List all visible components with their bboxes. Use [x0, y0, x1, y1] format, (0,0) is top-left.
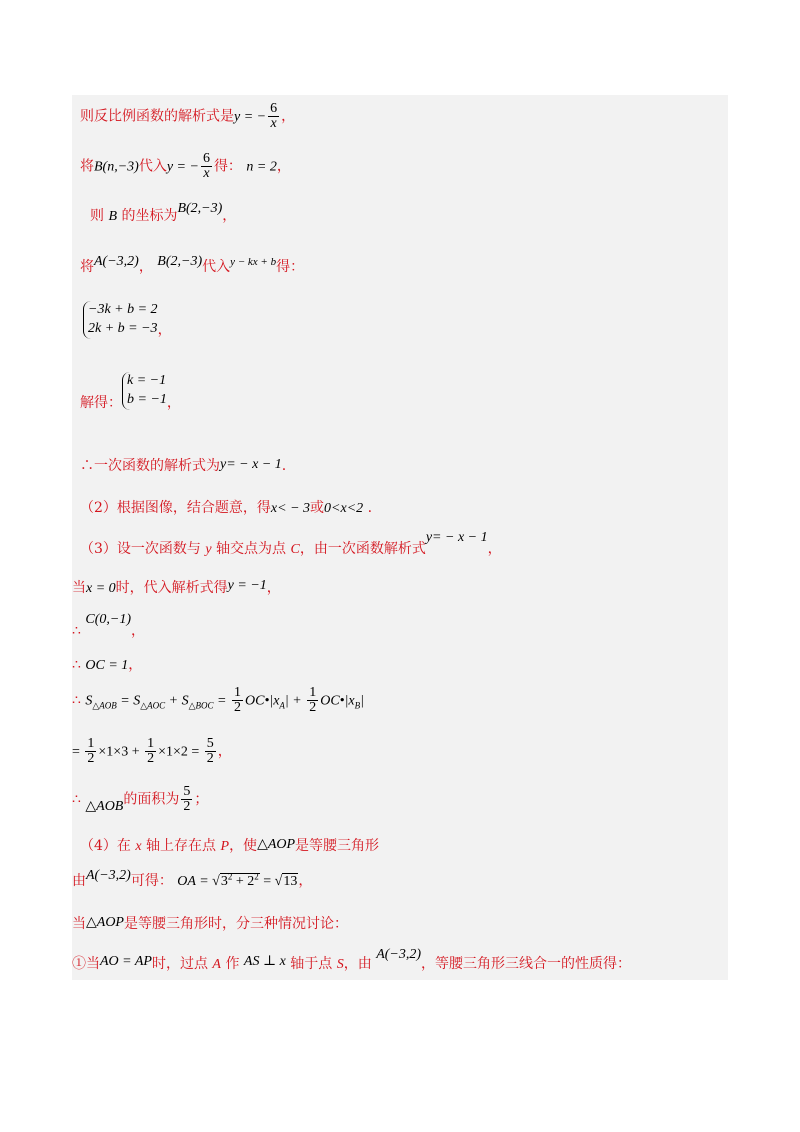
text: ①当: [72, 956, 100, 972]
numerator: 1: [147, 736, 155, 751]
numerator: 6: [270, 101, 278, 116]
subscript: △AOB: [92, 700, 117, 711]
math: y − kx + b: [230, 256, 277, 268]
solution-system: [122, 372, 167, 410]
denominator: 2: [183, 799, 191, 814]
text: ∴: [72, 692, 81, 709]
math: S: [85, 693, 93, 709]
math: B(2,−3): [157, 254, 203, 269]
text: 当: [72, 916, 86, 932]
math: C(0,−1): [85, 612, 131, 627]
denominator: 2: [234, 700, 241, 715]
math: x< − 3: [270, 501, 311, 516]
fraction: [145, 737, 156, 766]
line-case-1: [72, 947, 632, 973]
text: ∴: [72, 657, 81, 673]
text: 得：: [213, 158, 242, 175]
denominator: x: [201, 166, 212, 181]
fraction: [201, 152, 212, 181]
sqrt-sign: √: [274, 874, 283, 889]
text: ，等腰三角形三线合一的性质得：: [421, 956, 632, 972]
math: A(−3,2): [376, 947, 422, 962]
exponent: 2: [227, 871, 233, 882]
text: 时，过点: [151, 956, 208, 972]
math: △AOP: [257, 837, 296, 852]
line-part-2: [80, 497, 372, 517]
sqrt-sign: √: [212, 874, 220, 889]
text: （2）根据图像，结合题意，得: [80, 500, 271, 516]
text: ∴: [72, 791, 81, 808]
line-three-cases: [72, 913, 348, 933]
line-solution: [80, 372, 181, 410]
line-oc: [72, 654, 142, 674]
line-part-3: [80, 530, 502, 558]
math: y= − x − 1: [220, 457, 282, 472]
numerator: 6: [202, 151, 210, 166]
punct: ，: [276, 158, 291, 175]
math: C: [290, 542, 300, 557]
punct: .: [281, 458, 287, 474]
text: 时，代入解析式得: [115, 580, 228, 596]
punct: ，: [281, 108, 296, 125]
punct: ，: [166, 394, 181, 411]
equation-row: −3k + b = 2: [88, 302, 158, 317]
punct: ，: [138, 259, 153, 275]
math: y= − x − 1: [425, 530, 488, 545]
punct: ，: [298, 873, 313, 889]
fraction: [205, 737, 216, 766]
text: ∴一次函数的解析式为: [80, 458, 220, 474]
text: 代入: [202, 259, 231, 275]
fraction: [181, 785, 192, 814]
punct: ，: [130, 623, 145, 639]
numerator: 1: [309, 685, 317, 700]
punct: ，: [266, 580, 281, 596]
math: + S: [165, 693, 189, 709]
denominator: x: [268, 116, 279, 131]
math: = S: [116, 693, 141, 709]
math: B(2,−3): [177, 201, 223, 216]
equation-row: k = −1: [127, 373, 167, 388]
text: 则: [90, 208, 104, 224]
math: AO = AP: [100, 954, 152, 969]
exponent: 2: [254, 871, 259, 882]
math: + 2: [232, 874, 255, 889]
fraction: [232, 686, 243, 715]
equation-row: 2k + b = −3: [88, 320, 158, 336]
math: =: [259, 874, 275, 889]
line-inverse-function: [80, 102, 295, 131]
denominator: 2: [147, 751, 155, 766]
text: ，使: [229, 838, 258, 854]
line-x-zero: [72, 577, 281, 597]
math: ×1×2 =: [158, 744, 203, 760]
text: ∴: [72, 623, 81, 639]
math: =: [213, 693, 230, 709]
line-area-result: [72, 785, 208, 814]
punct: ；: [194, 791, 209, 808]
line-area-calc: [72, 737, 232, 766]
math: A: [212, 957, 221, 972]
subscript: △AOC: [140, 700, 166, 711]
math: y = −: [166, 159, 199, 175]
text: 将: [80, 158, 94, 175]
math: A(−3,2): [94, 254, 139, 269]
denominator: 2: [309, 700, 317, 715]
text: 轴交点为点: [216, 541, 287, 557]
punct: ，: [157, 321, 172, 338]
line-substitute-b: [80, 152, 291, 181]
text: ，由一次函数解析式: [299, 541, 426, 557]
numerator: 5: [206, 736, 214, 751]
math: x: [135, 839, 142, 854]
sqrt-content: 13: [283, 874, 298, 889]
fraction: [85, 737, 96, 766]
numerator: 1: [87, 736, 95, 751]
math: B(n,−3): [94, 159, 139, 175]
denominator: 2: [206, 751, 214, 766]
math: OA =: [177, 874, 213, 889]
punct: ，: [217, 743, 232, 760]
text: 则反比例函数的解析式是: [80, 108, 234, 125]
math: y = −1: [227, 578, 267, 593]
math: OC•|x: [320, 693, 355, 709]
math: AS ⊥ x: [243, 954, 286, 969]
sqrt-content: [220, 873, 260, 889]
math: △AOB: [85, 798, 124, 814]
text: 得：: [276, 259, 305, 275]
math: B: [108, 209, 118, 224]
line-b-coordinates: [90, 201, 237, 225]
text: 由: [72, 873, 86, 889]
text: 作: [225, 956, 240, 972]
subscript: B: [354, 700, 361, 711]
text: 轴上存在点: [146, 838, 217, 854]
subscript: A: [279, 700, 285, 711]
punct: ，: [487, 541, 502, 557]
numerator: 1: [234, 685, 241, 700]
math: 0<x<2: [324, 501, 364, 516]
math: A(−3,2): [86, 868, 131, 883]
math: |: [360, 693, 364, 709]
line-equation-system: [83, 301, 172, 339]
text: 当: [72, 580, 86, 596]
math: OC•|x: [245, 693, 280, 709]
base: 3: [220, 874, 228, 889]
numerator: 5: [183, 784, 191, 799]
text: 是等腰三角形时，分三种情况讨论：: [123, 916, 348, 932]
text: 代入: [138, 158, 167, 175]
line-substitute-ab: [80, 256, 304, 276]
math: | +: [284, 693, 306, 709]
line-oa-length: [72, 870, 312, 890]
math: △AOP: [86, 915, 124, 930]
math: S: [336, 957, 344, 972]
fraction: [268, 102, 279, 131]
text: 轴于点: [290, 956, 333, 972]
line-part-4: [80, 835, 379, 855]
fraction: [307, 686, 318, 715]
line-point-c: [72, 608, 145, 639]
text: ，由: [343, 956, 372, 972]
line-linear-function: [80, 455, 286, 475]
text: 解得：: [80, 394, 122, 411]
equation-system: [83, 301, 158, 339]
text: 是等腰三角形: [295, 838, 380, 854]
math: P: [220, 839, 230, 854]
math: OC = 1: [85, 658, 129, 673]
punct: ，: [128, 657, 143, 673]
text: 的坐标为: [121, 208, 178, 224]
math: ×1×3 +: [98, 744, 144, 760]
denominator: 2: [87, 751, 95, 766]
text: 将: [80, 259, 94, 275]
punct: ，: [222, 208, 237, 224]
equation-row: b = −1: [127, 391, 167, 407]
math: y = −: [234, 109, 267, 125]
math: y: [205, 542, 212, 557]
math: n = 2: [246, 159, 277, 175]
math: =: [72, 744, 84, 760]
math: x = 0: [86, 581, 116, 596]
line-area-formula: [72, 686, 364, 715]
text: 或: [310, 500, 325, 516]
punct: .: [367, 500, 373, 516]
text: （3）设一次函数与: [80, 541, 201, 557]
text: 的面积为: [123, 791, 180, 808]
text: 可得：: [130, 873, 173, 889]
text: （4）在: [80, 838, 131, 854]
subscript: △BOC: [188, 700, 214, 711]
